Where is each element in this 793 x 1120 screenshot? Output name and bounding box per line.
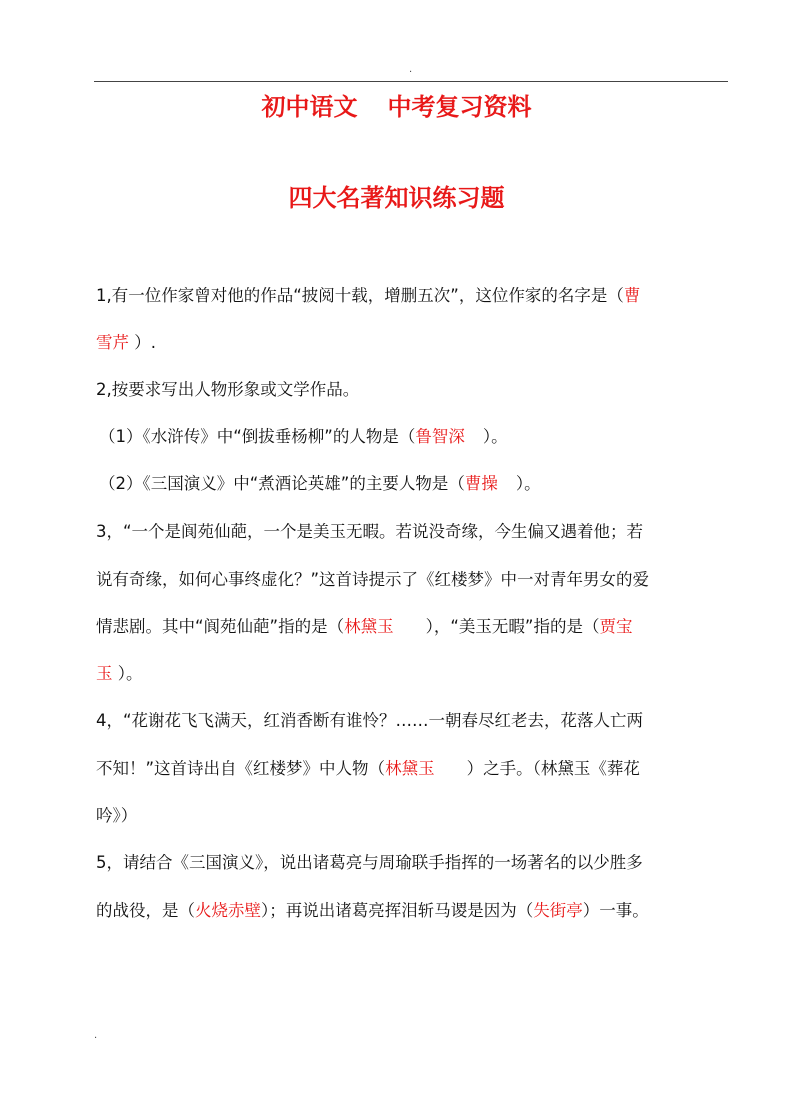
answer-1-part-2: 雪芹 xyxy=(96,333,129,352)
question-3-end: ）。 xyxy=(117,664,143,683)
answer-5-1: 火烧赤壁 xyxy=(195,901,261,920)
title-subject: 初中语文 xyxy=(261,93,358,121)
question-1-line-2 xyxy=(96,331,156,355)
question-1-line-1 xyxy=(96,284,640,308)
question-4-text-3: ）之手。（林黛玉《葬花 xyxy=(466,759,640,778)
question-2-sub-1 xyxy=(99,425,508,449)
header-rule xyxy=(94,81,728,82)
question-3-text-4: ），“美玉无暇”指的是（ xyxy=(425,617,600,636)
footer-dot: . xyxy=(94,1030,98,1041)
answer-3-2-part-2: 玉 xyxy=(96,664,113,683)
question-1-text: 1,有一位作家曾对他的作品“披阅十载，增删五次”，这位作家的名字是（ xyxy=(96,286,624,305)
answer-3-1: 林黛玉 xyxy=(344,617,394,636)
question-5-text-2: 的战役，是（ xyxy=(96,901,195,920)
question-2-intro xyxy=(96,378,359,402)
question-4-text-2: 不知！”这首诗出自《红楼梦》中人物（ xyxy=(96,759,386,778)
question-5-text-1: 5，请结合《三国演义》，说出诸葛亮与周瑜联手指挥的一场著名的以少胜多 xyxy=(96,853,643,872)
question-3-line-4 xyxy=(96,662,143,686)
question-4-line-1 xyxy=(96,709,643,733)
question-3-text-2: 说有奇缘，如何心事终虚化？”这首诗提示了《红楼梦》中一对青年男女的爱 xyxy=(96,570,650,589)
answer-2-2: 曹操 xyxy=(464,474,498,493)
answer-3-2-part-1: 贾宝 xyxy=(599,617,633,636)
question-2-text: 2,按要求写出人物形象或文学作品。 xyxy=(96,380,360,399)
answer-5-2: 失街亭 xyxy=(533,901,583,920)
answer-2-1: 鲁智深 xyxy=(415,427,465,446)
question-2-sub-1-text: （1）《水浒传》中“倒拔垂杨柳”的人物是（ xyxy=(99,427,416,446)
question-1-end: ）. xyxy=(134,333,156,352)
question-4-line-2 xyxy=(96,757,640,781)
question-5-line-2 xyxy=(96,899,649,923)
question-2-sub-1-end: ）。 xyxy=(482,427,508,446)
question-3-line-2 xyxy=(96,568,649,592)
title-topic: 中考复习资料 xyxy=(387,93,532,121)
question-2-sub-2-text: （2）《三国演义》中“煮酒论英雄”的主要人物是（ xyxy=(99,474,465,493)
question-5-line-1 xyxy=(96,851,643,875)
question-5-end: ）一事。 xyxy=(582,901,649,920)
question-4-text-1: 4，“花谢花飞飞满天，红消香断有谁怜？……一朝春尽红老去，花落人亡两 xyxy=(96,711,644,730)
question-3-text-3: 情悲剧。其中“阆苑仙葩”指的是（ xyxy=(96,617,345,636)
question-2-sub-2-end: ）。 xyxy=(515,474,541,493)
question-4-line-3 xyxy=(96,804,137,828)
question-3-line-1 xyxy=(96,520,643,544)
answer-4: 林黛玉 xyxy=(385,759,435,778)
question-2-sub-2 xyxy=(99,472,541,496)
page-subtitle: 四大名著知识练习题 xyxy=(288,184,505,212)
question-3-line-3 xyxy=(96,615,632,639)
question-3-text-1: 3，“一个是阆苑仙葩，一个是美玉无暇。若说没奇缘，今生偏又遇着他；若 xyxy=(96,522,644,541)
page-title xyxy=(0,92,793,122)
answer-1-part-1: 曹 xyxy=(623,286,641,305)
header-dot: . xyxy=(409,64,413,75)
question-5-text-3: ）；再说出诸葛亮挥泪斩马谡是因为（ xyxy=(261,901,534,920)
question-4-text-4: 吟》） xyxy=(96,806,138,825)
